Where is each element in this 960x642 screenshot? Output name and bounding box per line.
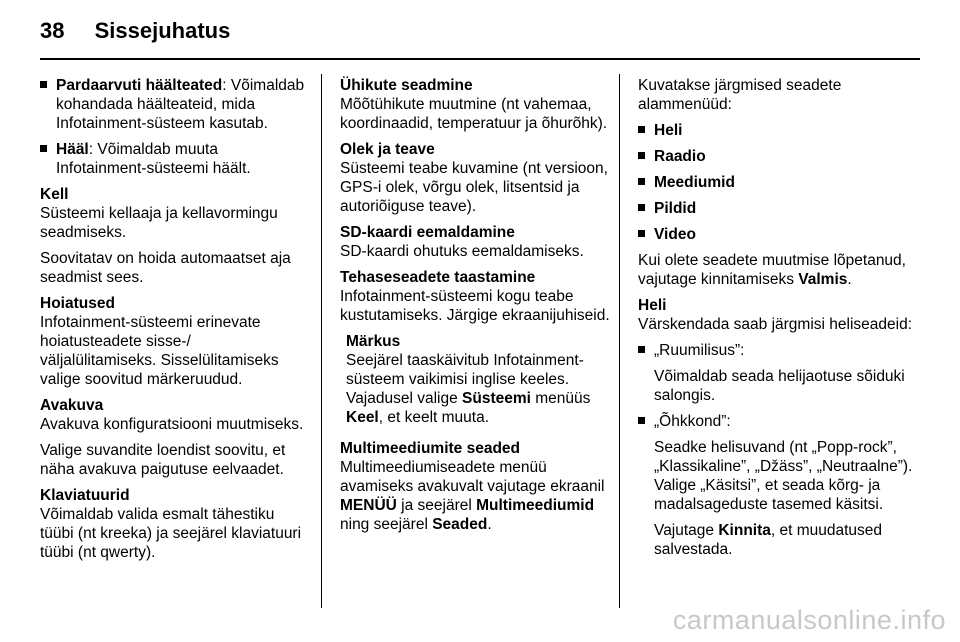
paragraph: Infotainment-süsteemi erinevate hoiatusteadete sisse-/ väljalülitamiseks. Sisselülitamiseks valige soovitud märkeruudud. — [40, 314, 279, 388]
item-label: „Õhkkond”: — [654, 413, 731, 430]
section-heading: Klaviatuurid — [40, 487, 130, 504]
section-heading: Olek ja teave — [340, 141, 435, 158]
section-heading: Ühikute seadmine — [340, 77, 473, 94]
item-text: Raadio — [654, 148, 706, 165]
column-2 — [340, 76, 610, 541]
header-rule — [40, 58, 920, 60]
paragraph: Mõõtühikute muutmine (nt vahemaa, koordinaadid, temperatuur ja õhurõhk). — [340, 96, 608, 132]
section-heading: Avakuva — [40, 397, 104, 414]
bullet-icon — [40, 145, 47, 152]
section-heading: Tehaseseadete taastamine — [340, 269, 536, 286]
item-text: : Võimaldab kohandada häälteateid, mida Infotainment-süsteem kasutab. — [56, 77, 305, 132]
section-heading: Heli — [638, 297, 667, 314]
section-heading: SD-kaardi eemaldamine — [340, 224, 515, 241]
list-item — [638, 147, 918, 166]
paragraph: Infotainment-süsteemi kogu teabe kustutamiseks. Järgige ekraanijuhiseid. — [340, 288, 610, 324]
section-heading: Hoiatused — [40, 295, 115, 312]
bullet-icon — [638, 152, 645, 159]
item-text: Meediumid — [654, 174, 735, 191]
paragraph: Soovitatav on hoida automaatset aja seadmist sees. — [40, 250, 291, 286]
list-item — [638, 121, 918, 140]
note-text: Seejärel taaskäivitub Infotainment-süsteem vaikimisi inglise keeles. Vajadusel valige Süsteemi menüüs Keel, et keelt muuta. — [346, 352, 591, 426]
note-heading: Märkus — [346, 333, 401, 350]
column-3 — [638, 76, 918, 566]
list-item — [638, 341, 918, 405]
list-item — [638, 412, 918, 559]
paragraph: Värskendada saab järgmisi heliseadeid: — [638, 316, 912, 333]
bullet-icon — [638, 126, 645, 133]
column-1 — [40, 76, 306, 569]
item-text: Pildid — [654, 200, 697, 217]
paragraph: Kui olete seadete muutmise lõpetanud, vajutage kinnitamiseks Valmis. — [638, 252, 906, 288]
paragraph: Süsteemi kellaaja ja kellavormingu seadmiseks. — [40, 205, 278, 241]
page-title: Sissejuhatus — [94, 18, 231, 43]
term: Pardaarvuti häälteated — [56, 77, 223, 94]
page-number: 38 — [40, 18, 65, 43]
list-item — [638, 225, 918, 244]
list-item — [638, 173, 918, 192]
list-item — [40, 76, 306, 133]
bullet-icon — [638, 178, 645, 185]
item-text: Vajutage Kinnita, et muudatused salvestada. — [654, 522, 883, 558]
note-box — [340, 332, 610, 427]
paragraph: Multimeediumiseadete menüü avamiseks avakuvalt vajutage ekraanil MENÜÜ ja seejärel Multimeediumid ning seejärel Seaded. — [340, 459, 605, 533]
column-divider — [619, 74, 620, 608]
list-item — [638, 199, 918, 218]
list-item — [40, 140, 306, 178]
watermark: carmanualsonline.info — [672, 605, 946, 635]
page-header — [40, 18, 230, 44]
bullet-icon — [40, 81, 47, 88]
bullet-icon — [638, 417, 645, 424]
item-text: Heli — [654, 122, 683, 139]
item-text: Seadke helisuvand (nt „Popp-rock”, „Klassikaline”, „Džäss”, „Neutraalne”). Valige „Käsitsi”, et seada kõrg- ja madalsageduste tasemed käsitsi. — [654, 439, 913, 513]
paragraph: Võimaldab valida esmalt tähestiku tüübi (nt kreeka) ja seejärel klaviatuuri tüübi (nt qwerty). — [40, 506, 302, 561]
paragraph: Süsteemi teabe kuvamine (nt versioon, GPS-i olek, võrgu olek, litsentsid ja autoriõiguse teave). — [340, 160, 608, 215]
bullet-icon — [638, 230, 645, 237]
section-heading: Multimeediumite seaded — [340, 440, 521, 457]
column-divider — [321, 74, 322, 608]
paragraph: Valige suvandite loendist soovitu, et näha avakuva paigutuse eelvaadet. — [40, 442, 286, 478]
section-heading: Kell — [40, 186, 69, 203]
item-text: : Võimaldab muuta Infotainment-süsteemi häält. — [56, 141, 251, 177]
item-text: Video — [654, 226, 696, 243]
bullet-icon — [638, 346, 645, 353]
item-label: „Ruumilisus”: — [654, 342, 745, 359]
paragraph: Kuvatakse järgmised seadete alammenüüd: — [638, 77, 842, 113]
paragraph: Avakuva konfiguratsiooni muutmiseks. — [40, 416, 304, 433]
paragraph: SD-kaardi ohutuks eemaldamiseks. — [340, 243, 584, 260]
term: Hääl — [56, 141, 89, 158]
bullet-icon — [638, 204, 645, 211]
item-text: Võimaldab seada helijaotuse sõiduki salongis. — [654, 368, 905, 404]
